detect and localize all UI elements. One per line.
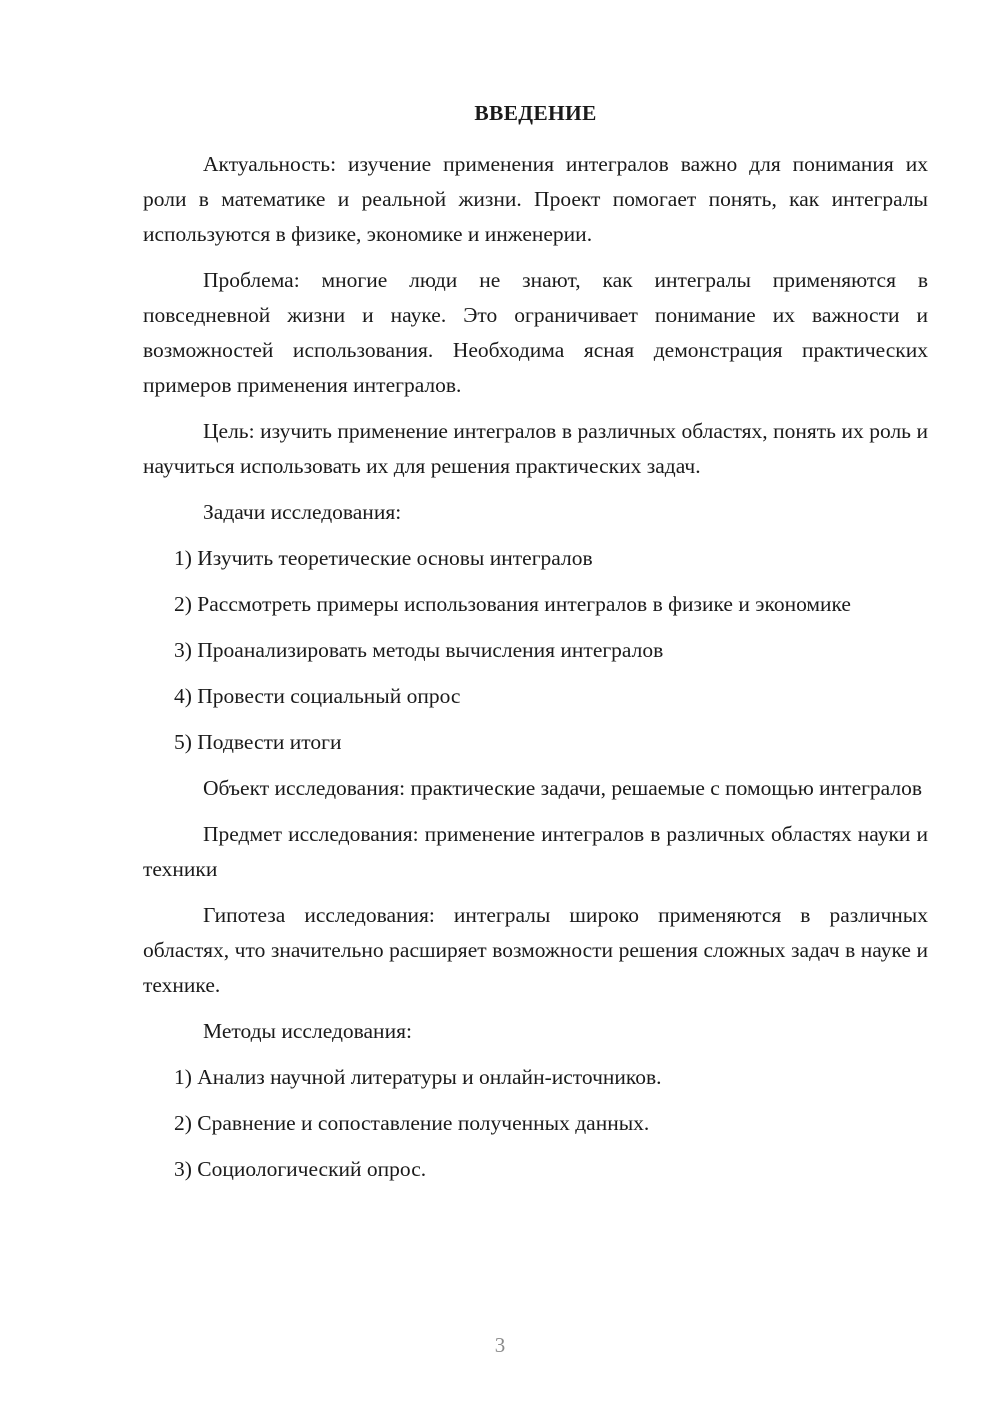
goal-paragraph: Цель: изучить применение интегралов в различных областях, понять их роль и научиться использовать их для решения практических задач. (143, 419, 928, 478)
hypothesis-paragraph: Гипотеза исследования: интегралы широко применяются в различных областях, что значительно расширяет возможности решения сложных задач в науке и технике. (143, 903, 928, 997)
task-item: 2) Рассмотреть примеры использования интегралов в физике и экономике (174, 592, 851, 616)
method-item: 2) Сравнение и сопоставление полученных данных. (174, 1111, 650, 1135)
object-paragraph: Объект исследования: практические задачи, решаемые с помощью интегралов (203, 776, 923, 800)
method-item: 1) Анализ научной литературы и онлайн-источников. (174, 1065, 662, 1089)
task-item: 5) Подвести итоги (174, 730, 342, 754)
problem-paragraph: Проблема: многие люди не знают, как интегралы применяются в повседневной жизни и науке. Это ограничивает понимание их важности и возможностей использования. Необходима ясная демонстрация практических примеров применения интегралов. (143, 268, 928, 397)
method-item: 3) Социологический опрос. (174, 1157, 427, 1181)
page-content (143, 96, 928, 1198)
tasks-heading: Задачи исследования: (203, 500, 402, 524)
section-title: ВВЕДЕНИЕ (474, 101, 597, 125)
task-item: 3) Проанализировать методы вычисления интегралов (174, 638, 664, 662)
task-item: 4) Провести социальный опрос (174, 684, 461, 708)
page-number: 3 (494, 1333, 506, 1357)
methods-heading: Методы исследования: (203, 1019, 412, 1043)
subject-paragraph: Предмет исследования: применение интегралов в различных областях науки и техники (143, 822, 928, 881)
relevance-paragraph: Актуальность: изучение применения интегралов важно для понимания их роли в математике и реальной жизни. Проект помогает понять, как интегралы используются в физике, экономике и инженерии. (143, 152, 928, 246)
task-item: 1) Изучить теоретические основы интегралов (174, 546, 593, 570)
